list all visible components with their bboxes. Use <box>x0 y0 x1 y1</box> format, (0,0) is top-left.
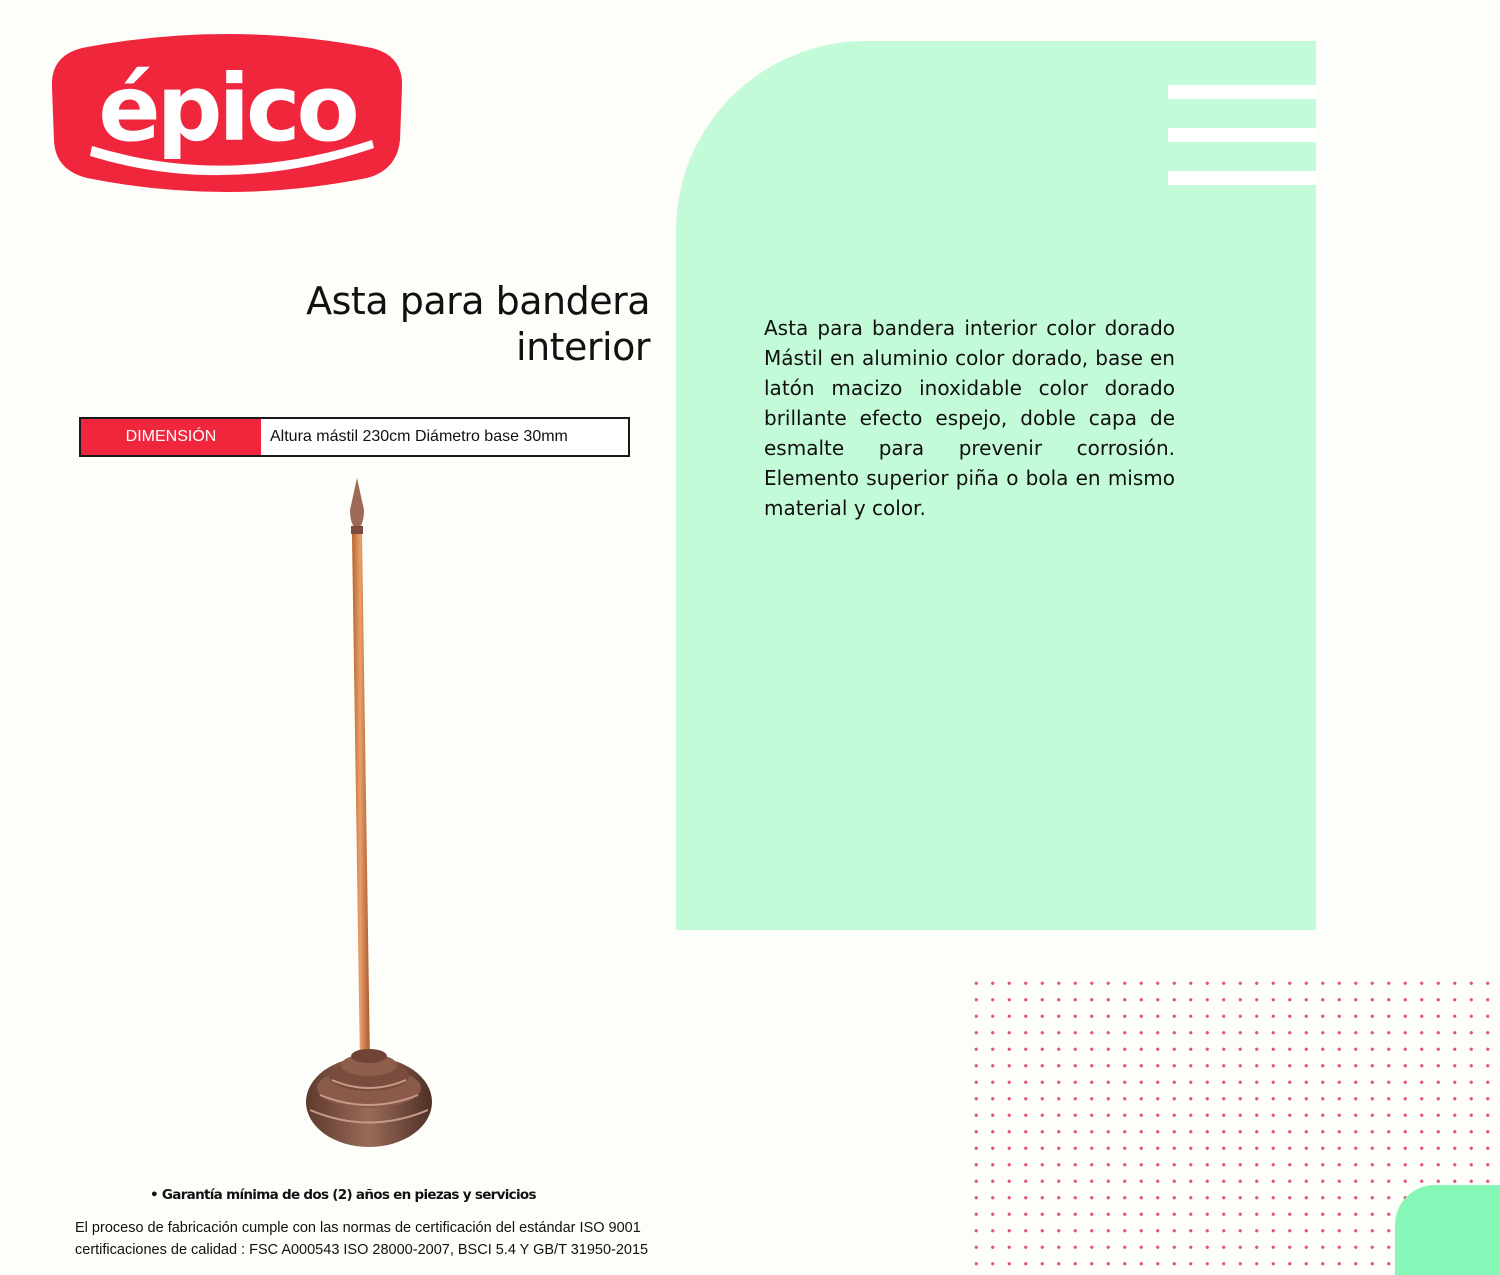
dimension-label: DIMENSIÓN <box>81 419 261 455</box>
corner-accent <box>1395 1185 1500 1275</box>
certification-line2: certificaciones de calidad : FSC A000543 ISO 28000-2007, BSCI 5.4 Y GB/T 31950-2015 <box>75 1242 649 1258</box>
certification-text <box>75 1217 675 1261</box>
decorative-lines-icon <box>1168 85 1316 185</box>
product-description: Asta para bandera interior color dorado Mástil en aluminio color dorado, base en latón macizo inoxidable color dorado brillante efecto espejo, doble capa de esmalte para prevenir corrosión. Elemento superior piña o bola en mismo material y color. <box>764 316 1175 520</box>
product-title-line1: Asta para bandera <box>306 279 650 323</box>
warranty-note: • Garantía mínima de dos (2) años en piezas y servicios <box>150 1187 536 1203</box>
certification-line1: El proceso de fabricación cumple con las normas de certificación del estándar ISO 9001 <box>75 1220 641 1236</box>
flagpole-image <box>290 470 450 1160</box>
product-title <box>220 278 650 370</box>
product-title-line2: interior <box>516 325 650 369</box>
dimension-row <box>79 417 630 457</box>
dimension-value: Altura mástil 230cm Diámetro base 30mm <box>270 428 568 445</box>
svg-text:épico: épico <box>98 55 356 162</box>
brand-logo <box>52 28 402 196</box>
